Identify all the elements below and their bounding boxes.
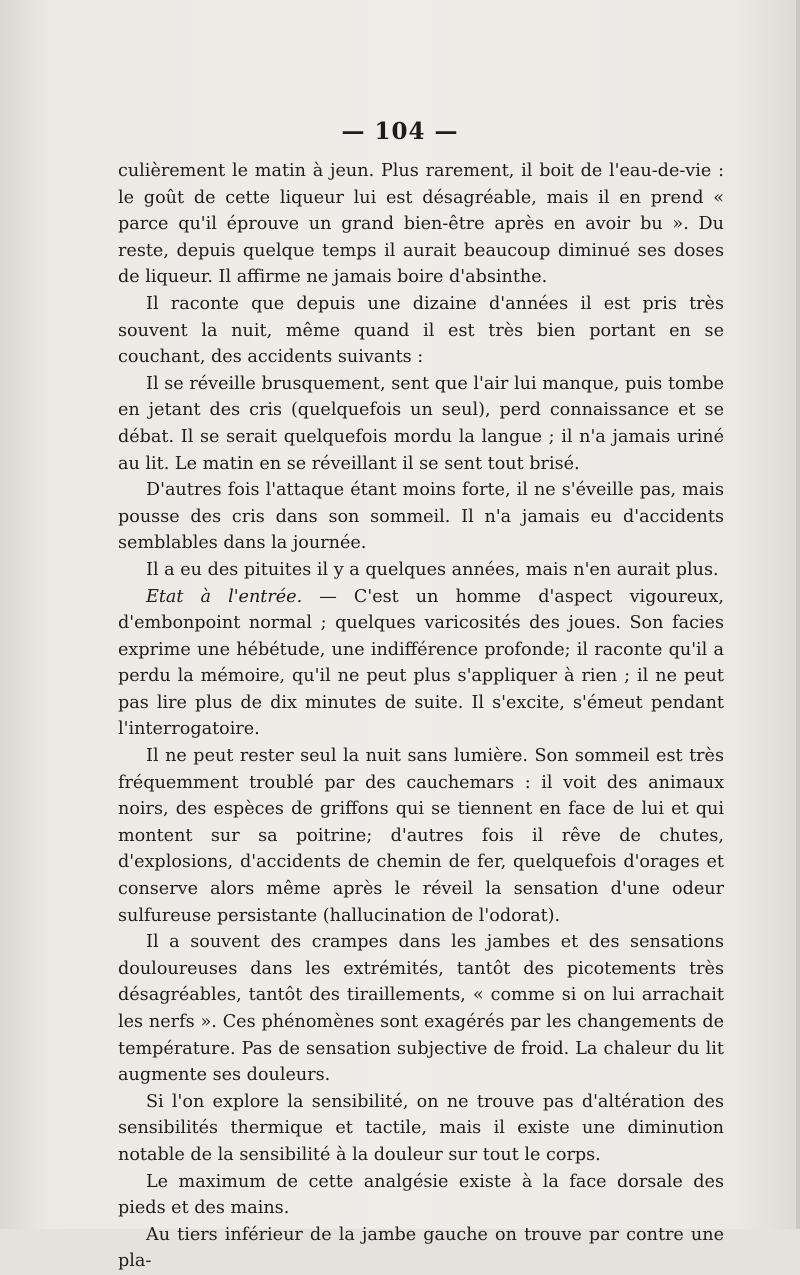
paragraph-text: D'autres fois l'attaque étant moins forte, il ne s'éveille pas, mais pousse des cris dans son sommeil. Il n'a jamais eu d'accidents semblables dans la journée. bbox=[118, 480, 724, 554]
paragraph-text: Il ne peut rester seul la nuit sans lumière. Son sommeil est très fréquemment troublé par des cauchemars : il voit des animaux noirs, des espèces de griffons qui se tiennent en face de lui et qui montent sur sa poitrine; d'autres fois il rêve de chutes, d'explosions, d'accidents de chemin de fer, quelquefois d'orages et conserve alors même après le réveil la sensation d'une odeur sulfureuse persistante (hallucination de l'odorat). bbox=[118, 746, 724, 926]
paragraph bbox=[118, 743, 724, 929]
paragraph-text: Il raconte que depuis une dizaine d'années il est pris très souvent la nuit, même quand il est très bien portant en se couchant, des accidents suivants : bbox=[118, 293, 724, 368]
paragraph bbox=[118, 929, 724, 1089]
paragraph bbox=[118, 557, 724, 584]
page-edge-shadow bbox=[796, 0, 800, 1229]
paragraph bbox=[118, 1169, 724, 1222]
section-lead: Etat à l'entrée. bbox=[146, 586, 303, 607]
paragraph bbox=[118, 477, 724, 557]
paragraph-text: culièrement le matin à jeun. Plus rarement, il boit de l'eau-de-vie : le goût de cette liqueur lui est désagréable, mais il en prend « parce qu'il éprouve un grand bien-être après en avoir bu ». Du reste, depuis quelque temps il aurait beaucoup diminué ses doses de liqueur. Il affirme ne jamais boire d'absinthe. bbox=[118, 161, 724, 288]
paragraph-text: Il a souvent des crampes dans les jambes et des sensations douloureuses dans les extrémités, tantôt des picotements très désagréables, tantôt des tiraillements, « comme si on lui arrachait les nerfs ». Ces phénomènes sont exagérés par les changements de température. Pas de sensation subjective de froid. La chaleur du lit augmente ses douleurs. bbox=[118, 932, 724, 1086]
paragraph bbox=[118, 584, 724, 744]
paragraph-text: Au tiers inférieur de la jambe gauche on trouve par contre une pla- bbox=[118, 1224, 724, 1272]
paragraph bbox=[118, 158, 724, 291]
paragraph bbox=[118, 371, 724, 477]
paragraph-text: Il a eu des pituites il y a quelques années, mais n'en aurait plus. bbox=[146, 559, 719, 580]
page-number: — 104 — bbox=[341, 118, 459, 145]
paragraph bbox=[118, 1222, 724, 1275]
paragraph bbox=[118, 1089, 724, 1169]
paragraph-text: — C'est un homme d'aspect vigoureux, d'embonpoint normal ; quelques varicosités des joues. Son facies exprime une hébétude, une indifférence profonde; il raconte qu'il a perdu la mémoire, qu'il ne peut plus s'appliquer à rien ; il ne peut pas lire plus de dix minutes de suite. Il s'excite, s'émeut pendant l'interrogatoire. bbox=[118, 586, 724, 740]
paragraph-text: Si l'on explore la sensibilité, on ne trouve pas d'altération des sensibilités thermique et tactile, mais il existe une diminution notable de la sensibilité à la douleur sur tout le corps. bbox=[118, 1091, 724, 1165]
paragraph-text: Il se réveille brusquement, sent que l'air lui manque, puis tombe en jetant des cris (quelquefois un seul), perd connaissance et se débat. Il se serait quelquefois mordu la langue ; il n'a jamais uriné au lit. Le matin en se réveillant il se sent tout brisé. bbox=[118, 373, 724, 474]
body-text bbox=[118, 158, 724, 1275]
paragraph bbox=[118, 291, 724, 371]
paragraph-text: Le maximum de cette analgésie existe à la face dorsale des pieds et des mains. bbox=[118, 1171, 724, 1219]
